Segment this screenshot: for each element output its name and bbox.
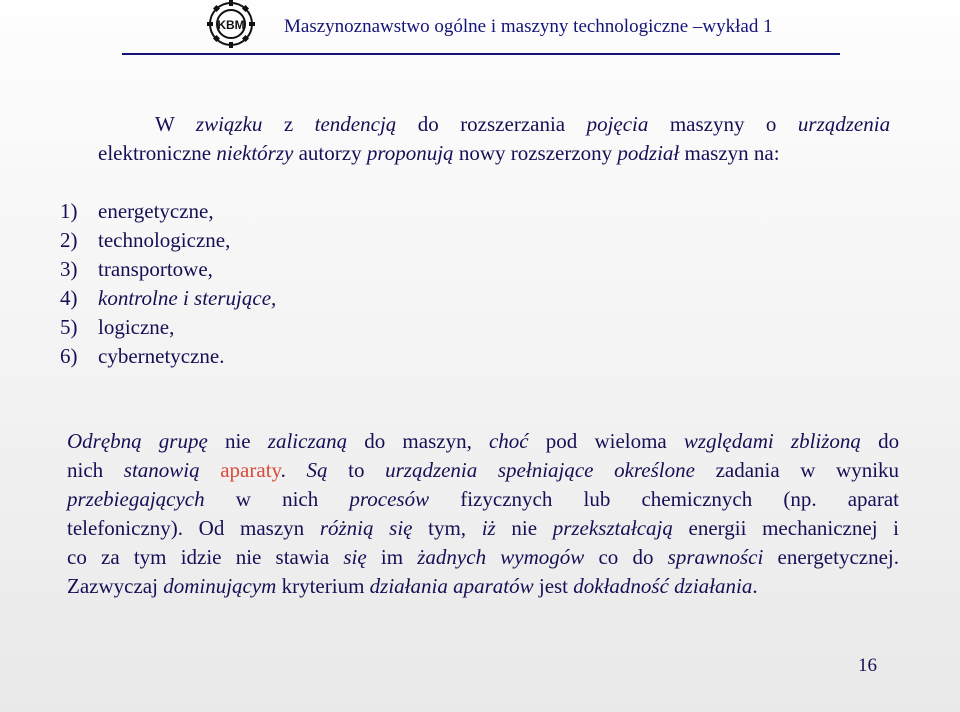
list-label: logiczne, (98, 315, 175, 339)
para-word: co do (598, 545, 654, 569)
intro-word: maszyny o (669, 112, 777, 136)
list-label: energetyczne, (98, 199, 214, 223)
para-word: im (380, 545, 404, 569)
list-number: 5) (60, 315, 78, 339)
list-item (60, 226, 276, 255)
para-word: w nich (235, 487, 319, 511)
list-number: 6) (60, 344, 78, 368)
list-label: transportowe, (98, 257, 213, 281)
para-word: energii mechanicznej i (688, 516, 900, 540)
para-word: procesów (349, 487, 430, 511)
para-word: to (348, 458, 365, 482)
list-item (60, 197, 276, 226)
list-label: cybernetyczne. (98, 344, 225, 368)
para-word: dominującym (163, 574, 277, 598)
list-number: 2) (60, 228, 78, 252)
para-word: choć (488, 429, 529, 453)
para-word: działania aparatów (369, 574, 534, 598)
para-word: Zazwyczaj (67, 574, 158, 598)
intro-word: W (155, 112, 175, 136)
para-word: pod wieloma (545, 429, 667, 453)
para-word: co za tym idzie nie stawia (67, 545, 330, 569)
intro-word: z (283, 112, 294, 136)
para-word: Są (306, 458, 328, 482)
list-item (60, 342, 276, 371)
para-word: się (343, 545, 367, 569)
para-word: do maszyn, (364, 429, 472, 453)
para-word: zaliczaną (267, 429, 348, 453)
intro-word: autorzy (298, 141, 362, 165)
highlighted-term: aparaty (220, 458, 281, 482)
intro-word: podział (617, 141, 680, 165)
para-word: żadnych wymogów (417, 545, 585, 569)
intro-paragraph (98, 110, 890, 168)
list-item (60, 255, 276, 284)
machine-category-list (60, 197, 276, 371)
intro-word: nowy rozszerzony (458, 141, 613, 165)
kbm-logo (207, 0, 255, 48)
para-word: przebiegających (67, 487, 205, 511)
intro-word: urządzenia (797, 112, 891, 136)
para-word: nie (224, 429, 251, 453)
para-word: kryterium (281, 574, 365, 598)
para-word: . (280, 458, 286, 482)
list-number: 1) (60, 199, 78, 223)
para-word: nich (67, 458, 104, 482)
para-word: urządzenia spełniające określone (385, 458, 695, 482)
intro-word: do rozszerzania (417, 112, 566, 136)
para-word: różnią się (319, 516, 413, 540)
para-word: energetycznej. (777, 545, 899, 569)
intro-word: pojęcia (586, 112, 649, 136)
page-number: 16 (858, 655, 877, 676)
para-word: stanowią (123, 458, 200, 482)
para-word: . (752, 574, 758, 598)
list-number: 3) (60, 257, 78, 281)
intro-word: proponują (366, 141, 454, 165)
para-word: zadania w wyniku (715, 458, 900, 482)
apparatus-paragraph (67, 427, 899, 601)
para-word: sprawności (667, 545, 764, 569)
para-word: Odrębną grupę (67, 429, 208, 453)
list-item (60, 284, 276, 313)
para-word: przekształcają (552, 516, 673, 540)
header-divider (122, 53, 840, 55)
intro-word: niektórzy (216, 141, 294, 165)
list-number: 4) (60, 286, 78, 310)
intro-word: maszyn na: (684, 141, 780, 165)
para-word: nie (511, 516, 538, 540)
para-word: fizycznych lub chemicznych (np. aparat (460, 487, 900, 511)
intro-word: związku (195, 112, 263, 136)
para-word: telefoniczny). Od maszyn (67, 516, 305, 540)
para-word: iż (481, 516, 496, 540)
para-word: do (878, 429, 900, 453)
slide-header-title: Maszynoznawstwo ogólne i maszyny technologiczne –wykład 1 (284, 16, 773, 37)
list-label: technologiczne, (98, 228, 231, 252)
para-word: jest (538, 574, 569, 598)
para-word: dokładność działania (573, 574, 753, 598)
para-word: względami zbliżoną (683, 429, 861, 453)
para-word: tym, (428, 516, 467, 540)
svg-text:KBM: KBM (217, 18, 245, 32)
list-item (60, 313, 276, 342)
list-label: kontrolne i sterujące, (98, 286, 277, 310)
intro-word: tendencją (314, 112, 397, 136)
intro-word: elektroniczne (98, 141, 212, 165)
